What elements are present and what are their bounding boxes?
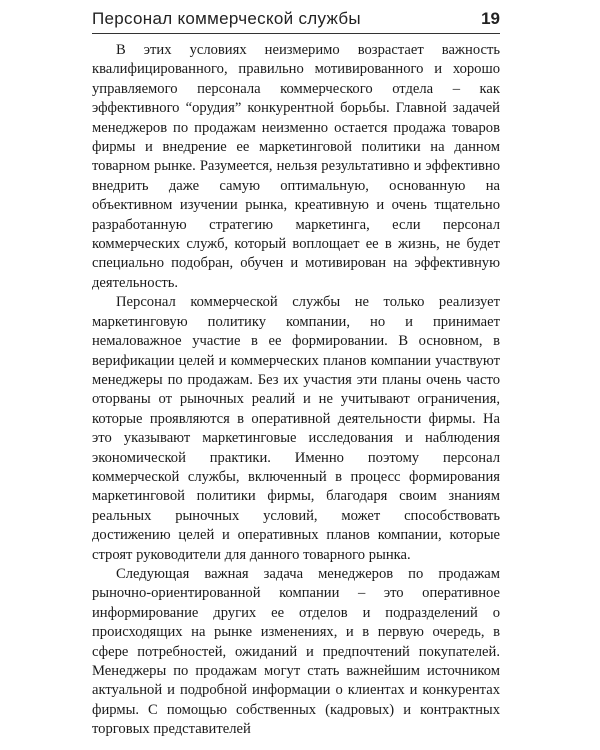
header-rule [92, 33, 500, 34]
paragraph-2: Персонал коммерческой службы не только реализует маркетинговую политику компании, но и принимает немаловажное участие в ее формировании. В основном, в верификации целей и коммерческих планов компании участвуют менеджеры по продажам. Без их участия эти планы очень часто оторваны от рыночных реалий и не учитывают ограничения, которые проявляются в оперативной деятельности фирмы. На это указывают маркетинговые исследования и наблюдения экономической практики. Именно поэтому персонал коммерческой службы, включенный в процесс формирования маркетинговой политики фирмы, благодаря своим знаниям реальных рыночных условий, может способствовать достижению целей и оперативных планов компании, которые строят руководители для данного товарного рынка. [92, 294, 500, 563]
page-number: 19 [481, 9, 500, 28]
body-text [92, 41, 500, 740]
paragraph-1: В этих условиях неизмеримо возрастает важность квалифицированного, правильно мотивированного и хорошо управляемого персонала коммерческого отдела – как эффективного “орудия” конкурентной борьбы. Главной задачей менеджеров по продажам неизменно остается продажа товаров фирмы и внедрение ее маркетинговой политики на данном товарном рынке. Разумеется, нельзя результативно и эффективно внедрить даже самую оптимальную, основанную на объективном изучении рынка, креативную и очень тщательно разработанную стратегию маркетинга, если персонал коммерческих служб, который воплощает ее в жизнь, не будет специально подобран, обучен и мотивирован на эффективную деятельность. [92, 42, 500, 291]
running-header [92, 6, 500, 32]
header-title: Персонал коммерческой службы [92, 9, 361, 28]
paragraph-3: Следующая важная задача менеджеров по продажам рыночно-ориентированной компании – это оперативное информирование других ее отделов и подразделений о происходящих на рынке изменениях, и в первую очередь, в сфере потребностей, ожиданий и предпочтений покупателей. Менеджеры по продажам могут стать важнейшим источником актуальной и подробной информации о клиентах и конкурентах фирмы. С помощью собственных (кадровых) и контрактных торговых представителей [92, 565, 500, 738]
